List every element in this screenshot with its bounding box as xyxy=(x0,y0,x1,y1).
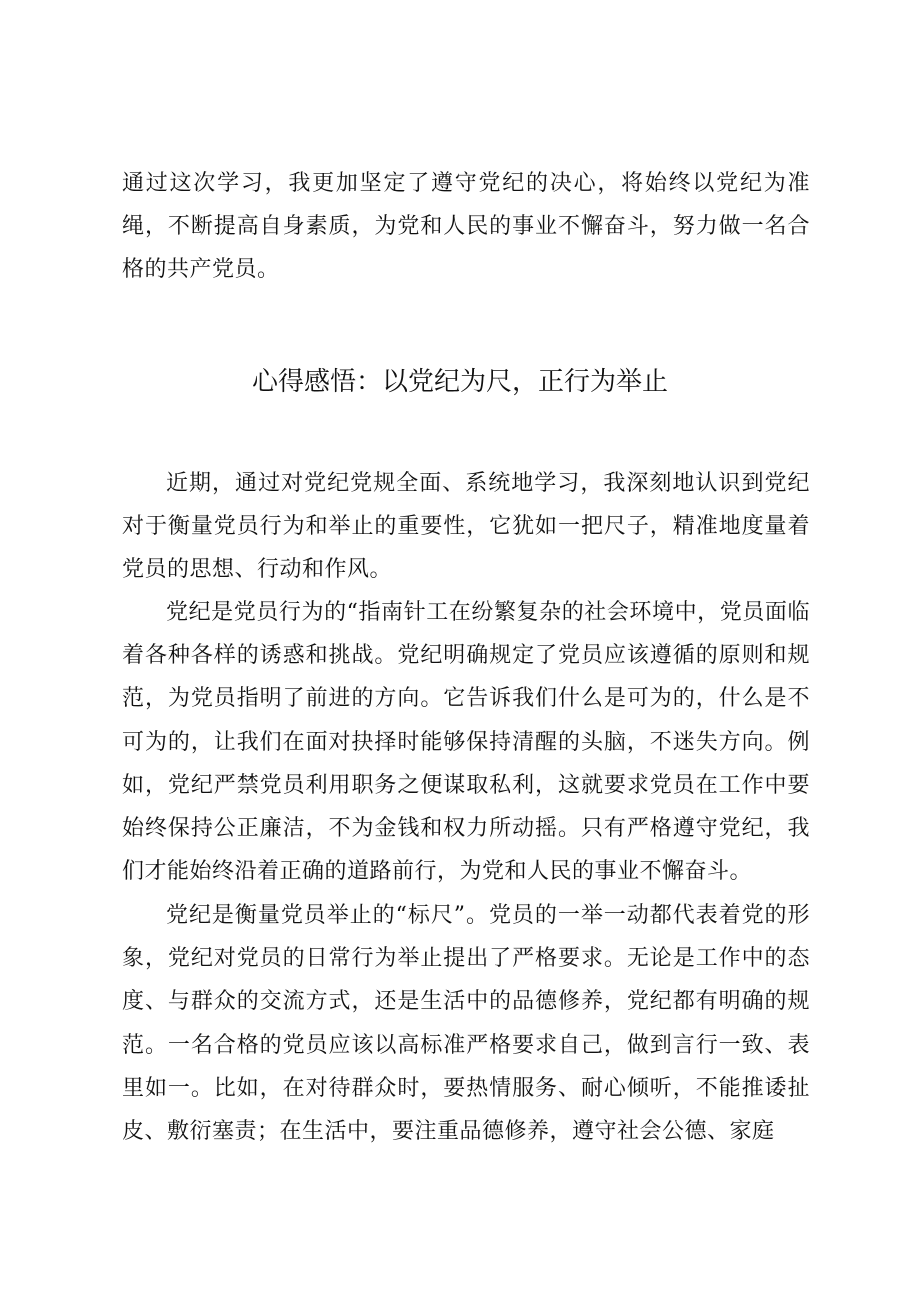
section-title: 心得感悟：以党纪为尺，正行为举止 xyxy=(251,367,668,397)
body-paragraph-2: 党纪是党员行为的“指南针工在纷繁复杂的社会环境中，党员面临着各种各样的诱惑和挑战。党纪明确规定了党员应该遵循的原则和规范，为党员指明了前进的方向。它告诉我们什么是可为的，什么是不可为的，让我们在面对抉择时能够保持清醒的头脑，不迷失方向。例如，党纪严禁党员利用职务之便谋取私利，这就要求党员在工作中要始终保持公正廉洁，不为金钱和权力所动摇。只有严格遵守党纪，我们才能始终沿着正确的道路前行，为党和人民的事业不懈奋斗。 xyxy=(122,600,810,885)
body-paragraph-1: 近期，通过对党纪党规全面、系统地学习，我深刻地认识到党纪对于衡量党员行为和举止的重要性，它犹如一把尺子，精准地度量着党员的思想、行动和作风。 xyxy=(122,471,810,583)
body-paragraph-3: 党纪是衡量党员举止的“标尺”。党员的一举一动都代表着党的形象，党纪对党员的日常行为举止提出了严格要求。无论是工作中的态度、与群众的交流方式，还是生活中的品德修养，党纪都有明确的规范。一名合格的党员应该以高标准严格要求自己，做到言行一致、表里如一。比如，在对待群众时，要热情服务、耐心倾听，不能推诿扯皮、敷衍塞责；在生活中，要注重品德修养，遵守社会公德、家庭 xyxy=(122,903,810,1145)
intro-paragraph: 通过这次学习，我更加坚定了遵守党纪的决心，将始终以党纪为准绳，不断提高自身素质，为党和人民的事业不懈奋斗，努力做一名合格的共产党员。 xyxy=(122,171,810,283)
